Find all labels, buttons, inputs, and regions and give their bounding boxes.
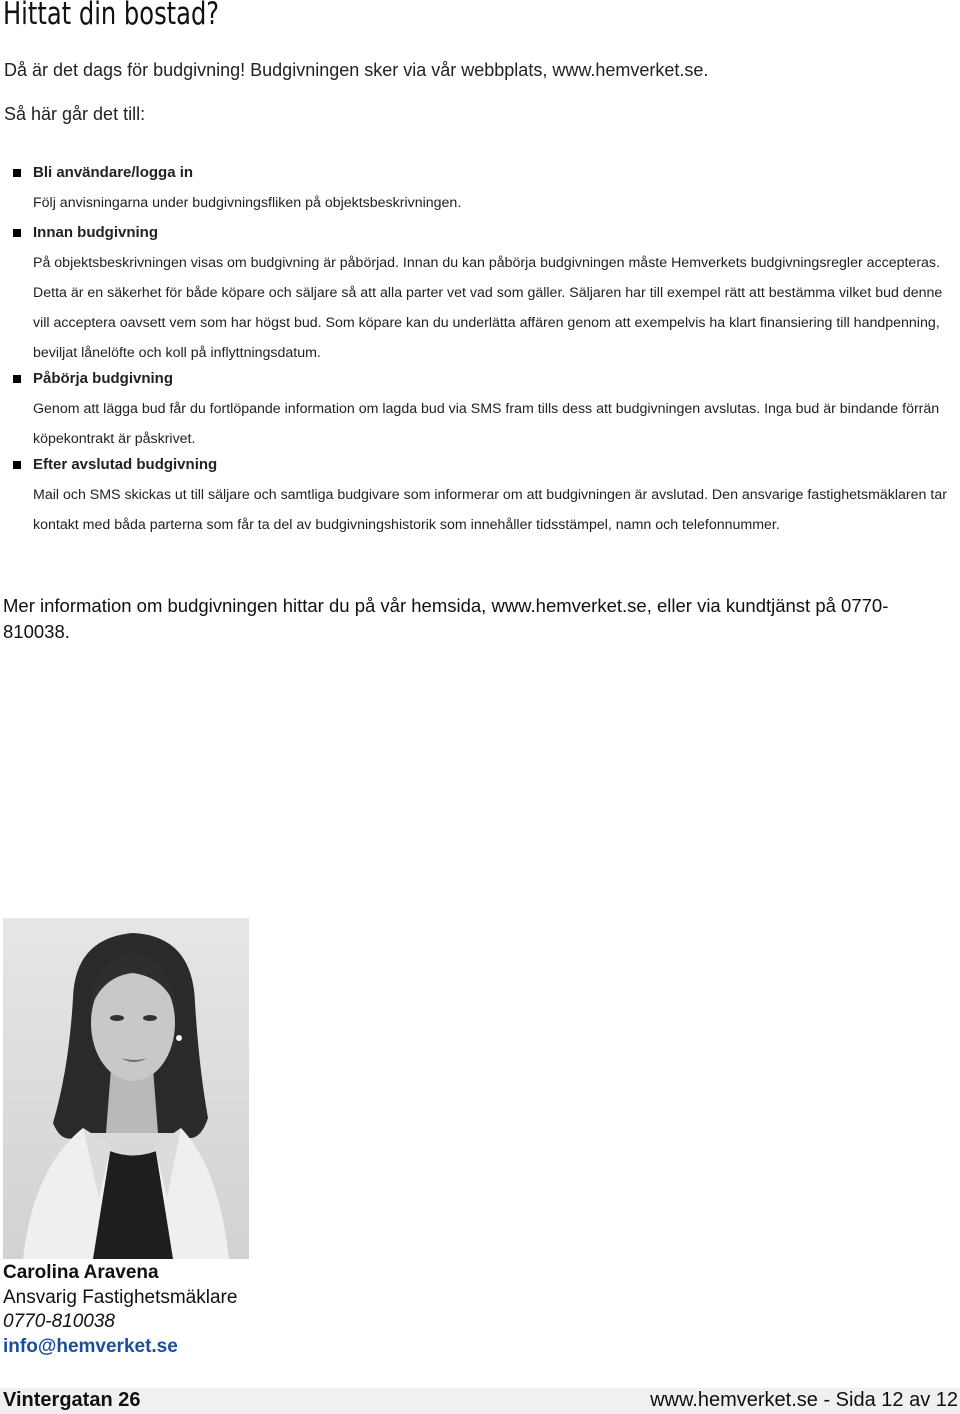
step-body: Genom att lägga bud får du fortlöpande information om lagda bud via SMS fram tills dess att budgivningen avslutas. Inga bud är bindande förrän köpekontrakt är påskrivet. [33, 401, 940, 447]
contact-card [3, 1261, 237, 1359]
agent-photo [3, 918, 249, 1259]
intro-subheading: Så här går det till: [4, 104, 146, 124]
page-title: Hittat din bostad? [3, 0, 220, 32]
contact-email-link[interactable]: info@hemverket.se [3, 1335, 178, 1357]
bullet-icon [13, 461, 21, 469]
intro-text: Då är det dags för budgivning! Budgivningen sker via vår webbplats, www.hemverket.se. [4, 60, 709, 80]
bullet-icon [13, 229, 21, 237]
step-body: Mail och SMS skickas ut till säljare och samtliga budgivare som informerar om att budgivningen är avslutad. Den ansvarige fastighetsmäklaren tar kontakt med båda parterna som får ta del av budgivningshistorik som innehåller tidsstämpel, namn och telefonnummer. [33, 487, 947, 533]
page-footer [0, 1388, 960, 1414]
bullet-icon [13, 375, 21, 383]
steps-list [0, 162, 960, 540]
contact-phone: 0770-810038 [3, 1311, 115, 1332]
step-title: Bli användare/logga in [33, 164, 194, 181]
list-item [0, 162, 960, 214]
contact-name: Carolina Aravena [3, 1262, 159, 1283]
more-info-text: Mer information om budgivningen hittar du på vår hemsida, www.hemverket.se, eller via kundtjänst på 0770-810038. [3, 595, 889, 642]
step-body: Följ anvisningarna under budgivningsfliken på objektsbeskrivningen. [33, 195, 462, 211]
list-item [0, 454, 960, 540]
step-title: Innan budgivning [33, 224, 158, 241]
bullet-icon [13, 169, 21, 177]
footer-address: Vintergatan 26 [3, 1389, 141, 1411]
footer-page-info: www.hemverket.se - Sida 12 av 12 [650, 1389, 958, 1411]
step-title: Efter avslutad budgivning [33, 456, 218, 473]
step-title: Påbörja budgivning [33, 370, 174, 387]
list-item [0, 222, 960, 368]
contact-role: Ansvarig Fastighetsmäklare [3, 1286, 238, 1308]
list-item [0, 368, 960, 454]
step-body: På objektsbeskrivningen visas om budgivning är påbörjad. Innan du kan påbörja budgivningen måste Hemverkets budgivningsregler accepteras. Detta är en säkerhet för både köpare och säljare så att alla parter vet vad som gäller. Säljaren har till exempel rätt att bestämma vilket bud denne vill acceptera oavsett vem som har högst bud. Som köpare kan du underlätta affären genom att exempelvis ha klart finansiering till handpenning, beviljat lånelöfte och koll på inflyttningsdatum. [33, 255, 943, 361]
